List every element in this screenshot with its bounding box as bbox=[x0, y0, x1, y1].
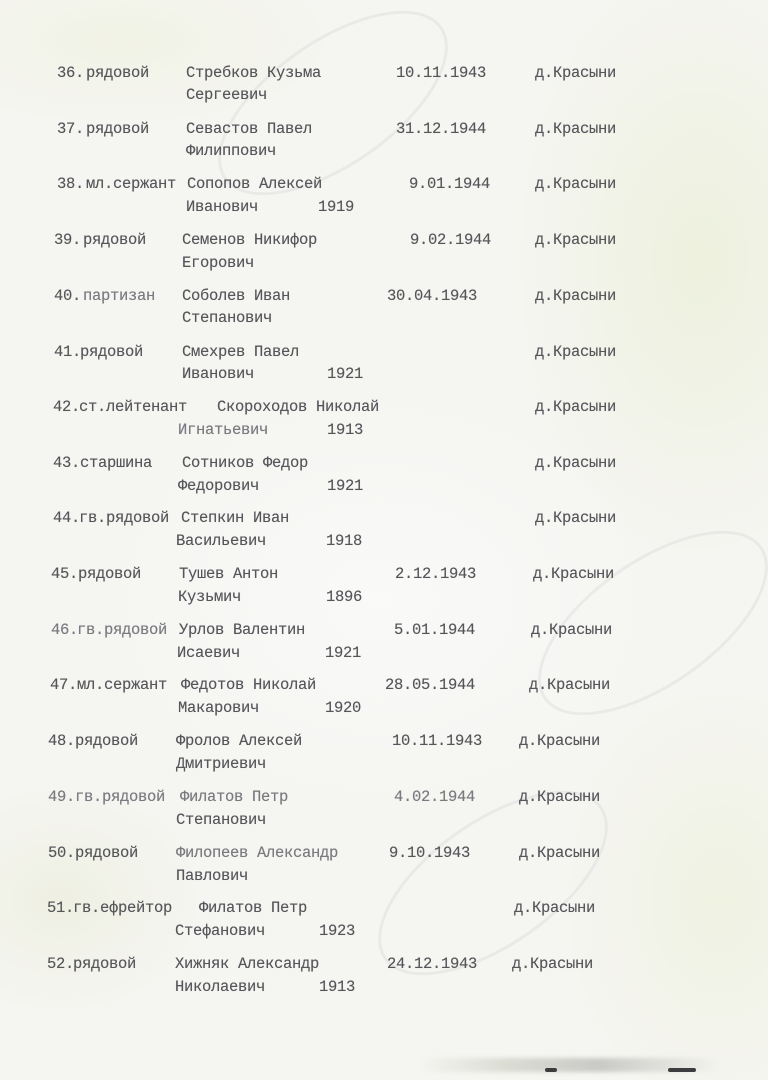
entry-patronymic: Сергеевич bbox=[186, 86, 268, 104]
entry-rank: рядовой bbox=[75, 844, 139, 862]
entry-birth-year: 1918 bbox=[326, 532, 363, 550]
entry-place: д.Красыни bbox=[514, 899, 596, 917]
entry-rank: рядовой bbox=[86, 120, 150, 138]
entry-death-date: 9.01.1944 bbox=[409, 175, 491, 193]
entry-name: Семенов Никифор bbox=[182, 231, 318, 249]
entry-death-date: 30.04.1943 bbox=[387, 287, 478, 305]
entry-rank: партизан bbox=[83, 287, 156, 305]
entry-rank: рядовой bbox=[80, 343, 144, 361]
entry-place: д.Красыни bbox=[535, 398, 617, 416]
entry-patronymic: Степанович bbox=[182, 309, 273, 327]
entry-birth-year: 1913 bbox=[327, 421, 364, 439]
entry-rank: рядовой bbox=[75, 732, 139, 750]
entry-number: 40. bbox=[54, 287, 82, 305]
entry-patronymic: Макарович bbox=[178, 699, 260, 717]
entry-patronymic: Филиппович bbox=[186, 142, 277, 160]
entry-place: д.Красыни bbox=[531, 621, 613, 639]
entry-place: д.Красыни bbox=[535, 64, 617, 82]
entry-place: д.Красыни bbox=[519, 732, 601, 750]
entry-death-date: 5.01.1944 bbox=[394, 621, 476, 639]
entry-birth-year: 1913 bbox=[319, 978, 356, 996]
entry-name: Федотов Николай bbox=[181, 676, 317, 694]
entry-birth-year: 1896 bbox=[326, 588, 363, 606]
entry-rank: мл.сержант bbox=[77, 676, 168, 694]
entry-number: 50. bbox=[48, 844, 76, 862]
entry-death-date: 9.02.1944 bbox=[410, 231, 492, 249]
entry-place: д.Красыни bbox=[535, 343, 617, 361]
entry-patronymic: Степанович bbox=[176, 811, 267, 829]
entry-name: Смехрев Павел bbox=[182, 343, 300, 361]
entry-patronymic: Иванович bbox=[182, 365, 255, 383]
entry-place: д.Красыни bbox=[535, 120, 617, 138]
scan-artifact-mark bbox=[668, 1068, 696, 1072]
entry-place: д.Красыни bbox=[519, 844, 601, 862]
entry-patronymic: Николаевич bbox=[175, 978, 266, 996]
entry-place: д.Красыни bbox=[512, 955, 594, 973]
entry-rank: мл.сержант bbox=[86, 175, 177, 193]
entry-name: Стребков Кузьма bbox=[186, 64, 322, 82]
entry-patronymic: Федорович bbox=[178, 477, 260, 495]
entry-rank: гв.ефрейтор bbox=[73, 899, 173, 917]
entry-number: 45. bbox=[51, 565, 79, 583]
entry-name: Филатов Петр bbox=[180, 788, 289, 806]
entry-number: 43. bbox=[53, 454, 81, 472]
entry-patronymic: Егорович bbox=[182, 254, 255, 272]
entry-number: 47. bbox=[50, 676, 78, 694]
entry-patronymic: Васильевич bbox=[176, 532, 267, 550]
entry-number: 49. bbox=[48, 788, 76, 806]
entry-place: д.Красыни bbox=[535, 287, 617, 305]
entry-name: Фролов Алексей bbox=[176, 732, 303, 750]
entry-name: Филопеев Александр bbox=[176, 844, 339, 862]
entry-place: д.Красыни bbox=[535, 231, 617, 249]
entry-death-date: 9.10.1943 bbox=[389, 844, 471, 862]
entry-name: Сопопов Алексей bbox=[187, 175, 323, 193]
entry-name: Севастов Павел bbox=[186, 120, 313, 138]
entry-rank: рядовой bbox=[78, 565, 142, 583]
entry-death-date: 4.02.1944 bbox=[394, 788, 476, 806]
entry-rank: гв.рядовой bbox=[75, 788, 166, 806]
entry-patronymic: Павлович bbox=[176, 867, 249, 885]
entry-place: д.Красыни bbox=[535, 509, 617, 527]
entry-number: 52. bbox=[47, 955, 75, 973]
entry-rank: рядовой bbox=[83, 231, 147, 249]
entry-number: 38. bbox=[57, 175, 85, 193]
entry-death-date: 31.12.1944 bbox=[396, 120, 487, 138]
entry-rank: старшина bbox=[80, 454, 153, 472]
entry-number: 42. bbox=[53, 398, 81, 416]
entry-number: 41. bbox=[54, 343, 82, 361]
entry-death-date: 10.11.1943 bbox=[396, 64, 487, 82]
entry-name: Хижняк Александр bbox=[175, 955, 320, 973]
entry-rank: гв.рядовой bbox=[77, 621, 168, 639]
entry-patronymic: Иванович bbox=[186, 198, 259, 216]
entry-birth-year: 1921 bbox=[325, 644, 362, 662]
entry-birth-year: 1921 bbox=[327, 477, 364, 495]
entry-name: Степкин Иван bbox=[181, 509, 290, 527]
entry-birth-year: 1919 bbox=[318, 198, 355, 216]
entry-rank: рядовой bbox=[86, 64, 150, 82]
entry-name: Филатов Петр bbox=[199, 899, 308, 917]
entry-number: 39. bbox=[54, 231, 82, 249]
entry-birth-year: 1921 bbox=[327, 365, 364, 383]
entry-death-date: 10.11.1943 bbox=[392, 732, 483, 750]
entry-place: д.Красыни bbox=[535, 175, 617, 193]
entry-death-date: 24.12.1943 bbox=[387, 955, 478, 973]
entry-name: Скороходов Николай bbox=[217, 398, 380, 416]
entry-place: д.Красыни bbox=[529, 676, 611, 694]
entry-place: д.Красыни bbox=[535, 454, 617, 472]
entry-patronymic: Исаевич bbox=[177, 644, 241, 662]
entry-birth-year: 1920 bbox=[325, 699, 362, 717]
entry-rank: ст.лейтенант bbox=[79, 398, 188, 416]
entry-patronymic: Стефанович bbox=[175, 922, 266, 940]
entry-name: Урлов Валентин bbox=[179, 621, 306, 639]
entry-number: 46. bbox=[51, 621, 79, 639]
entry-death-date: 2.12.1943 bbox=[395, 565, 477, 583]
entry-rank: рядовой bbox=[73, 955, 137, 973]
entry-number: 37. bbox=[57, 120, 85, 138]
entry-birth-year: 1923 bbox=[319, 922, 356, 940]
entry-place: д.Красыни bbox=[519, 788, 601, 806]
entry-death-date: 28.05.1944 bbox=[385, 676, 476, 694]
entry-patronymic: Игнатьевич bbox=[178, 421, 269, 439]
entry-number: 36. bbox=[57, 64, 85, 82]
entry-name: Сотников Федор bbox=[182, 454, 309, 472]
scan-artifact-mark bbox=[545, 1068, 557, 1072]
entry-rank: гв.рядовой bbox=[79, 509, 170, 527]
entry-number: 44. bbox=[53, 509, 81, 527]
entry-number: 51. bbox=[47, 899, 75, 917]
entry-name: Тушев Антон bbox=[179, 565, 279, 583]
entry-name: Соболев Иван bbox=[182, 287, 291, 305]
entry-patronymic: Кузьмич bbox=[178, 588, 242, 606]
entry-place: д.Красыни bbox=[533, 565, 615, 583]
entry-patronymic: Дмитриевич bbox=[176, 755, 267, 773]
entry-number: 48. bbox=[48, 732, 76, 750]
